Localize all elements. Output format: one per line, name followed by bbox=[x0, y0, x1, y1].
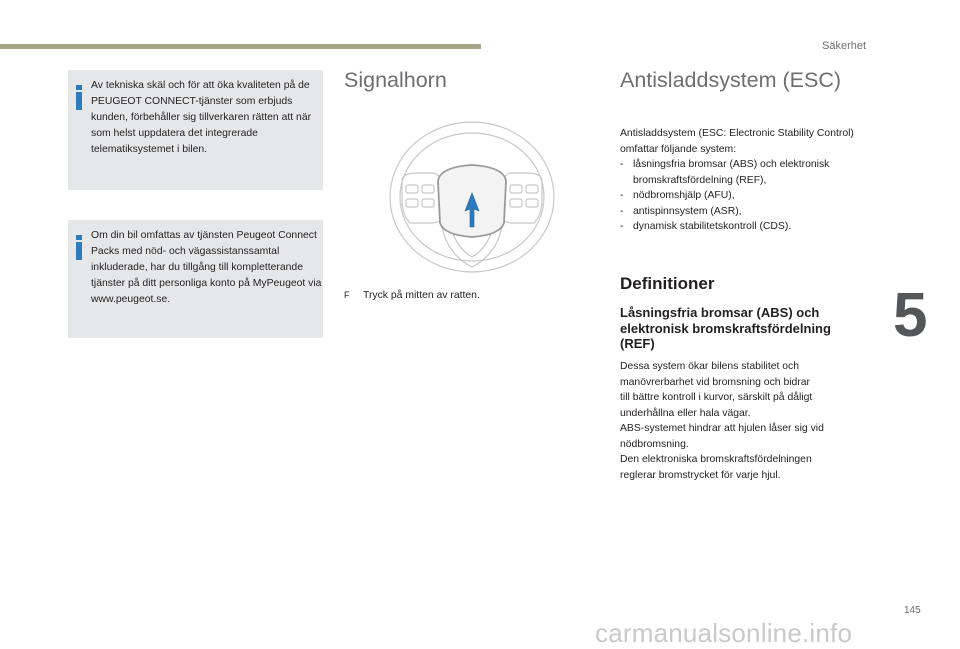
esc-system-list bbox=[620, 157, 890, 235]
body-line: Den elektroniska bromskraftsfördelningen bbox=[620, 454, 812, 465]
bullet-marker: F bbox=[344, 290, 350, 300]
body-line: Dessa system ökar bilens stabilitet och bbox=[620, 361, 800, 372]
list-item: - låsningsfria bromsar (ABS) och elektronisk bromskraftsfördelning (REF), bbox=[620, 159, 830, 186]
section-label: Säkerhet bbox=[822, 40, 867, 52]
info-icon bbox=[76, 85, 82, 110]
header-accent-bar bbox=[0, 44, 481, 49]
info-icon bbox=[76, 235, 82, 260]
abs-ref-body bbox=[620, 359, 880, 483]
body-line: till bättre kontroll i kurvor, särskilt på dåligt bbox=[620, 392, 813, 403]
watermark: carmanualsonline.info bbox=[595, 618, 853, 648]
body-line: manövrerbarhet vid bromsning och bidrar bbox=[620, 376, 811, 388]
info-box-connect-packs bbox=[68, 220, 323, 338]
list-item: - dynamisk stabilitetskontroll (CDS). bbox=[620, 221, 792, 232]
body-line: reglerar bromstrycket för varje hjul. bbox=[620, 469, 781, 481]
info-text: Om din bil omfattas av tjänsten Peugeot Connect Packs med nöd- och vägassistanssamtal inkluderade, har du tillgång till kompletterande tjänster på ditt personliga konto på MyPeugeot via www.peugeot.se. bbox=[91, 230, 322, 305]
steering-wheel-illustration bbox=[388, 119, 558, 279]
instruction-line bbox=[344, 290, 480, 301]
body-line: underhållna eller hala vägar. bbox=[620, 407, 751, 419]
list-item: - nödbromshjälp (AFU), bbox=[620, 190, 735, 201]
info-text: Av tekniska skäl och för att öka kvaliteten på de PEUGEOT CONNECT-tjänster som erbjuds kunden, förbehåller sig tillverkaren rätten att när som helst uppdatera det integrerade telematiksystemet i bilen. bbox=[91, 80, 312, 155]
esc-intro: Antisladdsystem (ESC: Electronic Stability Control) omfattar följande system: bbox=[620, 128, 854, 155]
info-box-update bbox=[68, 70, 323, 190]
body-line: ABS-systemet hindrar att hjulen låser sig vid bbox=[620, 423, 824, 434]
heading-signalhorn: Signalhorn bbox=[344, 68, 447, 92]
heading-esc: Antisladdsystem (ESC) bbox=[620, 68, 842, 92]
body-line: nödbromsning. bbox=[620, 438, 689, 450]
page-number: 145 bbox=[904, 605, 921, 616]
heading-definitions: Definitioner bbox=[620, 274, 715, 293]
chapter-number: 5 bbox=[893, 281, 928, 350]
instruction-text: Tryck på mitten av ratten. bbox=[363, 290, 480, 301]
subheading-abs-ref: Låsningsfria bromsar (ABS) och elektronisk bromskraftsfördelning (REF) bbox=[620, 305, 831, 351]
list-item: - antispinnsystem (ASR), bbox=[620, 205, 742, 217]
